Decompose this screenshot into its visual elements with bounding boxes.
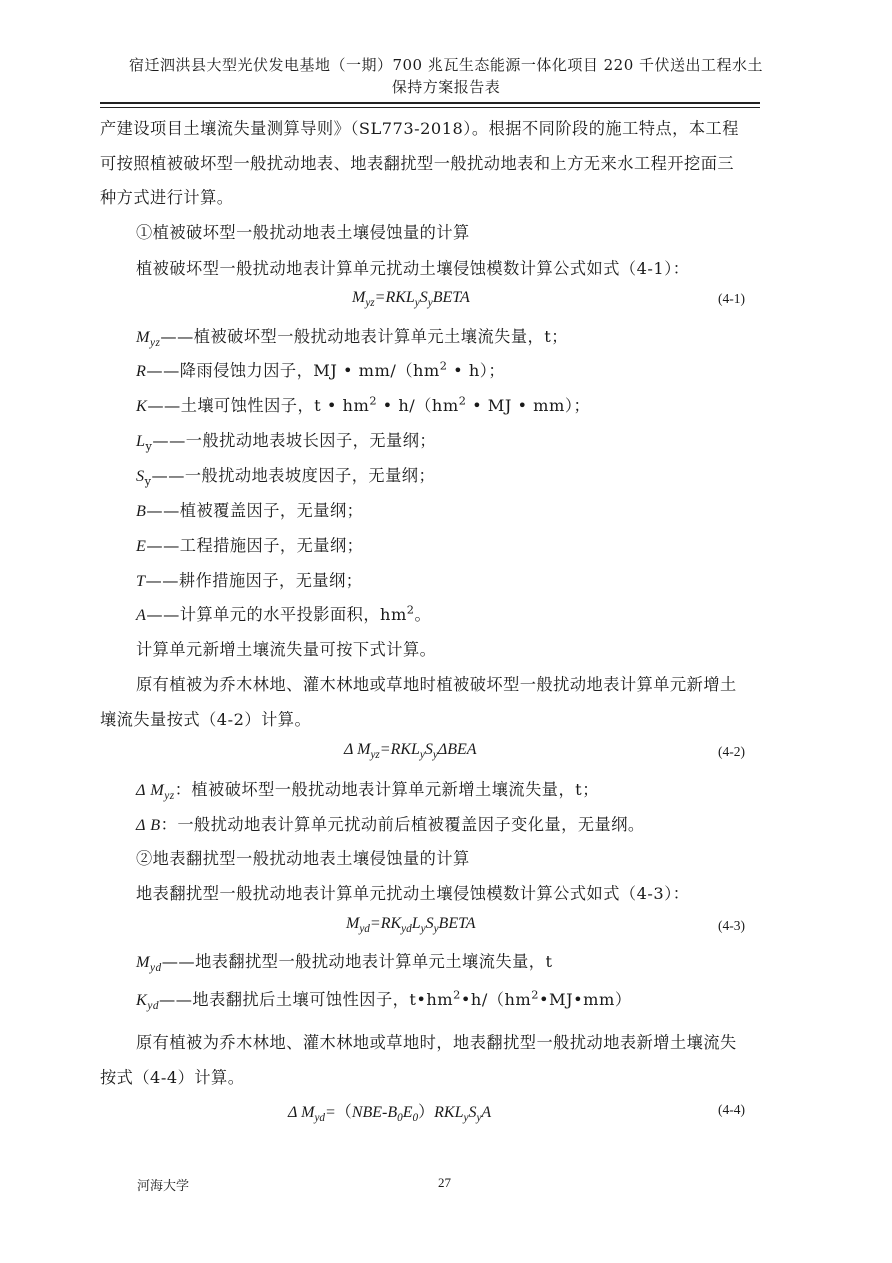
equation-number: (4-1) <box>718 291 745 306</box>
paragraph-line: 植被破坏型一般扰动地表计算单元扰动土壤侵蚀模数计算公式如式（4-1）： <box>136 259 690 278</box>
definition-sy: $S_y——$一般扰动地表坡度因子，无量纲； <box>136 466 436 489</box>
definition-ly: $L_y——$一般扰动地表坡长因子，无量纲； <box>136 431 437 454</box>
section-heading: ②地表翻扰型一般扰动地表土壤侵蚀量的计算 <box>136 849 470 868</box>
definition-k: K——土壤可蚀性因子，t • $hm^2$ • $h/(hm^2$ • MJ • mm）； <box>136 393 591 415</box>
paragraph-line: 计算单元新增土壤流失量可按下式计算。 <box>136 640 437 659</box>
paragraph-line: 原有植被为乔木林地、灌木林地或草地时，地表翻扰型一般扰动地表新增土壤流失 <box>136 1033 737 1052</box>
document-header <box>100 54 792 98</box>
equation-4-2: Δ $M_{yz}=RKL_yS_y\Delta BEA$ <box>344 741 477 762</box>
header-line-2: 保持方案报告表 <box>391 78 501 96</box>
paragraph-line: 地表翻扰型一般扰动地表计算单元扰动土壤侵蚀模数计算公式如式（4-3）： <box>136 884 690 903</box>
header-line-1: 宿迁泗洪县大型光伏发电基地（一期）700 兆瓦生态能源一体化项目 220 千伏送出工程水土 <box>128 56 764 74</box>
section-heading: ①植被破坏型一般扰动地表土壤侵蚀量的计算 <box>136 223 470 242</box>
equation-4-1: $M_{yz}=RKL_yS_yBETA$ <box>352 289 470 310</box>
definition-myd: $M_{yd}——$地表翻扰型一般扰动地表计算单元土壤流失量，t <box>136 952 553 975</box>
definition-e: E——工程措施因子，无量纲； <box>136 536 364 555</box>
paragraph-line: 按式（4-4）计算。 <box>100 1068 245 1087</box>
paragraph-line: 壤流失量按式（4-2）计算。 <box>100 710 312 729</box>
equation-number: (4-4) <box>718 1102 745 1117</box>
equation-number: (4-2) <box>718 744 745 759</box>
paragraph-line: 原有植被为乔木林地、灌木林地或草地时植被破坏型一般扰动地表计算单元新增土 <box>136 675 737 694</box>
header-rule-thin <box>100 107 760 108</box>
equation-4-3: $M_{yd}=RK_{yd}L_yS_yBETA$ <box>346 915 476 936</box>
definition-a: A——计算单元的水平投影面积，$hm^2$。 <box>136 602 432 624</box>
paragraph-line: 种方式进行计算。 <box>100 188 234 207</box>
paragraph-line: 产建设项目土壤流失量测算导则》（SL773-2018）。根据不同阶段的施工特点，本工程 <box>100 119 739 138</box>
paragraph-line: 可按照植被破坏型一般扰动地表、地表翻扰型一般扰动地表和上方无来水工程开挖面三 <box>100 154 735 173</box>
definition-delta-myz: Δ $M_{yz}$：植被破坏型一般扰动地表计算单元新增土壤流失量，t； <box>136 780 599 803</box>
definition-t: T——耕作措施因子，无量纲； <box>136 571 363 590</box>
definition-r: R——降雨侵蚀力因子，MJ • $mm/(hm^2$ • h）； <box>136 358 506 380</box>
definition-delta-b: Δ B：一般扰动地表计算单元扰动前后植被覆盖因子变化量，无量纲。 <box>136 815 645 834</box>
footer-university: 河海大学 <box>137 1179 190 1194</box>
definition-myz: $M_{yz}——$植被破坏型一般扰动地表计算单元土壤流失量，t； <box>136 327 568 350</box>
definition-kyd: $K_{yd}——$地表翻扰后土壤可蚀性因子，$t•hm^2•h/(hm^2•MJ•mm)$ <box>136 987 632 1013</box>
definition-b: B——植被覆盖因子，无量纲； <box>136 501 364 520</box>
equation-number: (4-3) <box>718 918 745 933</box>
footer-page-number: 27 <box>438 1175 451 1190</box>
header-rule-thick <box>100 102 760 104</box>
equation-4-4: Δ $M_{yd}=(NBE-B_0E_0)RKL_yS_yA$ <box>288 1104 492 1125</box>
